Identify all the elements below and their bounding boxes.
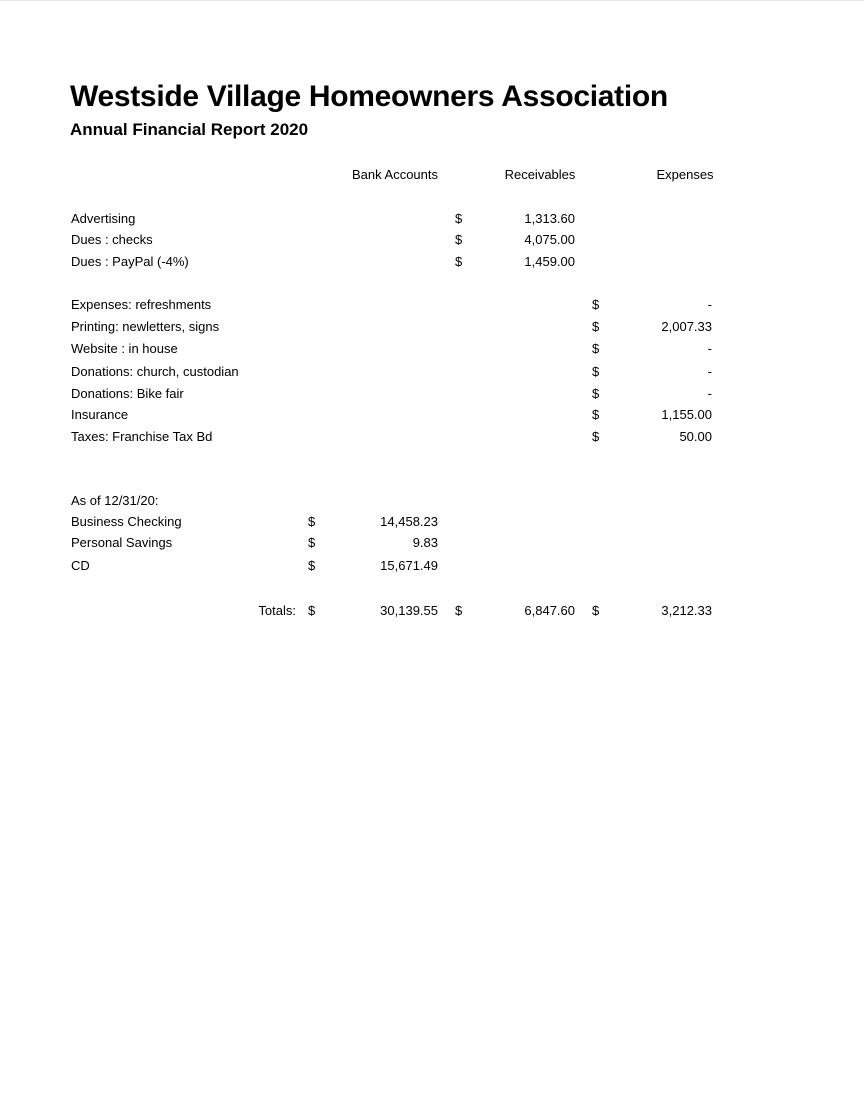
row-label: Dues : checks — [71, 232, 153, 247]
totals-label: Totals: — [258, 603, 296, 618]
expense-row — [0, 296, 864, 318]
row-label: Dues : PayPal (-4%) — [71, 254, 189, 269]
row-label: Taxes: Franchise Tax Bd — [71, 429, 213, 444]
receivable-amount: 1,459.00 — [524, 254, 575, 269]
bank-amount: 14,458.23 — [380, 514, 438, 529]
receivable-row — [0, 253, 864, 275]
bank-amount: 15,671.49 — [380, 558, 438, 573]
row-label: Printing: newletters, signs — [71, 319, 220, 334]
expense-row — [0, 385, 864, 407]
expense-row — [0, 428, 864, 450]
receivable-amount: 4,075.00 — [524, 232, 575, 247]
row-label: Insurance — [71, 407, 129, 422]
currency-symbol: $ — [592, 297, 600, 312]
as-of-date: As of 12/31/20: — [71, 493, 159, 508]
currency-symbol: $ — [592, 407, 600, 422]
expense-amount: 50.00 — [679, 429, 712, 444]
currency-symbol: $ — [455, 211, 463, 226]
currency-symbol: $ — [455, 232, 463, 247]
row-label: Expenses: refreshments — [71, 297, 212, 312]
currency-symbol: $ — [308, 535, 316, 550]
expense-amount: - — [707, 364, 712, 379]
bank-account-row — [0, 513, 864, 535]
receivable-row — [0, 210, 864, 232]
row-label: Website : in house — [71, 341, 178, 356]
row-label: Personal Savings — [71, 535, 173, 550]
currency-symbol: $ — [308, 603, 316, 618]
expense-amount: - — [707, 386, 712, 401]
bank-account-row — [0, 534, 864, 556]
report-subtitle: Annual Financial Report 2020 — [70, 120, 309, 139]
expense-row — [0, 406, 864, 428]
as-of-row — [0, 492, 864, 514]
expense-row — [0, 318, 864, 340]
total-receivables: 6,847.60 — [524, 603, 575, 618]
row-label: Advertising — [71, 211, 136, 226]
currency-symbol: $ — [592, 319, 600, 334]
currency-symbol: $ — [308, 514, 316, 529]
currency-symbol: $ — [592, 603, 600, 618]
row-label: CD — [71, 558, 90, 573]
expense-amount: - — [707, 341, 712, 356]
bank-account-row — [0, 557, 864, 579]
page-title: Westside Village Homeowners Association — [70, 80, 668, 113]
receivable-amount: 1,313.60 — [524, 211, 575, 226]
currency-symbol: $ — [455, 603, 463, 618]
totals-row — [0, 602, 864, 624]
column-header-receivables: Receivables — [504, 167, 576, 182]
currency-symbol: $ — [455, 254, 463, 269]
row-label: Donations: Bike fair — [71, 386, 184, 401]
row-label: Donations: church, custodian — [71, 364, 239, 379]
currency-symbol: $ — [592, 364, 600, 379]
currency-symbol: $ — [592, 429, 600, 444]
total-expenses: 3,212.33 — [661, 603, 712, 618]
expense-row — [0, 340, 864, 362]
expense-amount: - — [707, 297, 712, 312]
currency-symbol: $ — [592, 341, 600, 356]
row-label: Business Checking — [71, 514, 182, 529]
currency-symbol: $ — [592, 386, 600, 401]
page-top-border — [0, 0, 864, 1]
column-header-expenses: Expenses — [656, 167, 714, 182]
column-header-bank-accounts: Bank Accounts — [352, 167, 438, 182]
total-bank: 30,139.55 — [380, 603, 438, 618]
expense-row — [0, 363, 864, 385]
expense-amount: 2,007.33 — [661, 319, 712, 334]
currency-symbol: $ — [308, 558, 316, 573]
expense-amount: 1,155.00 — [661, 407, 712, 422]
bank-amount: 9.83 — [412, 535, 438, 550]
receivable-row — [0, 231, 864, 253]
